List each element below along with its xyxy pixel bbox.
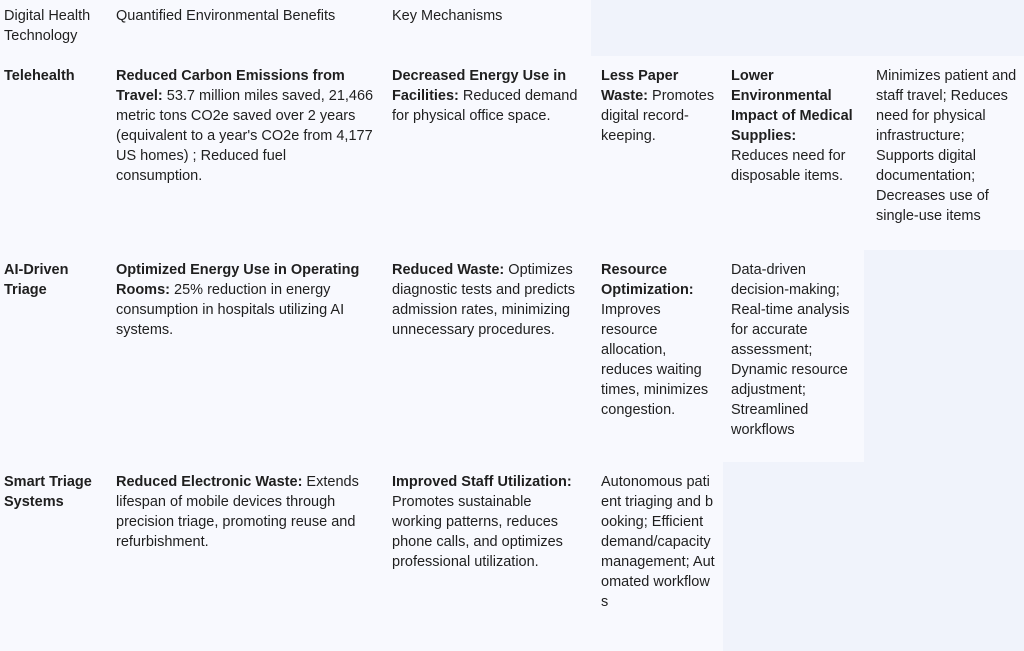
header-quantified-benefits: Quantified Environmental Benefits <box>106 0 382 56</box>
row-label: AI-Driven Triage <box>0 250 106 462</box>
table-row <box>0 250 1024 462</box>
row-label: Smart Triage Systems <box>0 462 106 651</box>
table-header-row <box>0 0 1024 56</box>
table-cell: Decreased Energy Use in Facilities: Reduced demand for physical office space. <box>382 56 591 250</box>
header-empty-cell <box>864 0 1024 56</box>
table-cell: Optimized Energy Use in Operating Rooms: 25% reduction in energy consumption in hospitals utilizing AI systems. <box>106 250 382 462</box>
table-cell: Reduced Electronic Waste: Extends lifespan of mobile devices through precision triage, promoting reuse and refurbishment. <box>106 462 382 651</box>
table-cell: Autonomous patient triaging and booking; Efficient demand/capacity management; Automated workflows <box>591 462 723 651</box>
table-cell: Data-driven decision-making; Real-time analysis for accurate assessment; Dynamic resource adjustment; Streamlined workflows <box>723 250 864 462</box>
empty-cell <box>723 462 864 651</box>
table-cell: Less Paper Waste: Promotes digital record-keeping. <box>591 56 723 250</box>
table-row <box>0 462 1024 651</box>
header-empty-cell <box>723 0 864 56</box>
table-row <box>0 56 1024 250</box>
empty-cell <box>864 250 1024 462</box>
row-label: Telehealth <box>0 56 106 250</box>
empty-cell <box>864 462 1024 651</box>
table-cell: Reduced Carbon Emissions from Travel: 53.7 million miles saved, 21,466 metric tons CO2e saved over 2 years (equivalent to a year's CO2e from 4,177 US homes) ; Reduced fuel consumption. <box>106 56 382 250</box>
header-empty-cell <box>591 0 723 56</box>
table-cell: Minimizes patient and staff travel; Reduces need for physical infrastructure; Supports digital documentation; Decreases use of single-use items <box>864 56 1024 250</box>
table-cell: Resource Optimization: Improves resource allocation, reduces waiting times, minimizes congestion. <box>591 250 723 462</box>
header-digital-health-technology: Digital Health Technology <box>0 0 106 56</box>
table-cell: Improved Staff Utilization: Promotes sustainable working patterns, reduces phone calls, and optimizes professional utilization. <box>382 462 591 651</box>
header-key-mechanisms: Key Mechanisms <box>382 0 591 56</box>
table-cell: Reduced Waste: Optimizes diagnostic tests and predicts admission rates, minimizing unnecessary procedures. <box>382 250 591 462</box>
table-cell: Lower Environmental Impact of Medical Supplies: Reduces need for disposable items. <box>723 56 864 250</box>
